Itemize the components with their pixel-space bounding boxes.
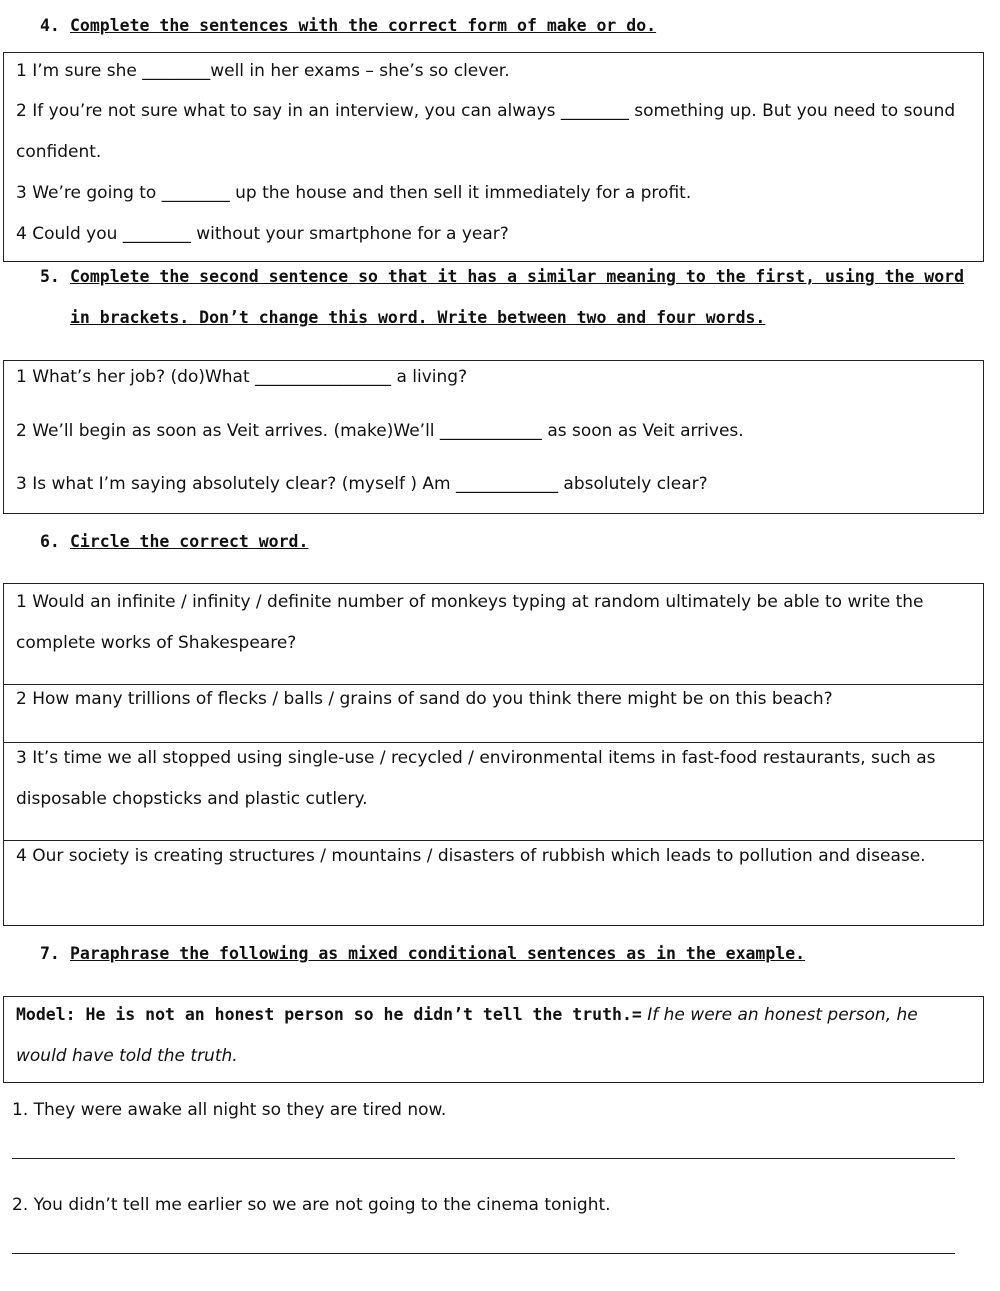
answer-line-2[interactable] (12, 1253, 955, 1254)
section-6-row-divider (4, 684, 983, 685)
section-5-title: Complete the second sentence so that it has a similar meaning to the first, using the word in brackets. Don’t change this word. Write between two and four words. (70, 267, 965, 327)
model-sentence (16, 994, 969, 1077)
section-7-item-2: 2. You didn’t tell me earlier so we are not going to the cinema tonight. (12, 1195, 611, 1215)
section-6-item-3: 3 It’s time we all stopped using single-use / recycled / environmental items in fast-food restaurants, such as disposable chopsticks and plastic cutlery. (16, 748, 936, 809)
section-6-item-1: 1 Would an infinite / infinity / definite number of monkeys typing at random ultimately be able to write the complete works of Shakespeare? (16, 592, 924, 653)
section-4-item-3: 3 We’re going to ________ up the house and then sell it immediately for a profit. (16, 183, 692, 203)
section-4-box (3, 52, 984, 262)
section-5-item-1: 1 What’s her job? (do)What ________________ a living? (16, 367, 468, 387)
answer-line-1[interactable] (12, 1158, 955, 1159)
section-7-heading (40, 944, 805, 963)
section-6-number: 6. (40, 532, 60, 551)
section-7-number: 7. (40, 944, 60, 963)
model-answer: If he were an honest person, he would have told the truth. (16, 1005, 918, 1066)
section-7-title: Paraphrase the following as mixed conditional sentences as in the example. (70, 944, 806, 963)
section-4-item-4: 4 Could you ________ without your smartphone for a year? (16, 224, 509, 244)
section-6-item-2: 2 How many trillions of flecks / balls / grains of sand do you think there might be on this beach? (16, 689, 833, 709)
section-6-table (3, 583, 984, 926)
section-5-box (3, 360, 984, 514)
section-4-item-1: 1 I’m sure she ________well in her exams – she’s so clever. (16, 61, 510, 81)
model-label: Model: He is not an honest person so he didn’t tell the truth.= (16, 1005, 642, 1024)
section-6-heading (40, 532, 308, 551)
section-4-item-2: 2 If you’re not sure what to say in an interview, you can always ________ something up. But you need to sound confident. (16, 101, 956, 162)
section-5-heading (40, 256, 975, 338)
section-5-number: 5. (40, 267, 60, 286)
section-7-item-1: 1. They were awake all night so they are tired now. (12, 1100, 447, 1120)
model-box (3, 996, 984, 1083)
section-5-item-3: 3 Is what I’m saying absolutely clear? (myself ) Am ____________ absolutely clear? (16, 474, 708, 494)
section-4-number: 4. (40, 16, 60, 35)
section-5-item-2: 2 We’ll begin as soon as Veit arrives. (make)We’ll ____________ as soon as Veit arrives. (16, 421, 744, 441)
section-6-item-4: 4 Our society is creating structures / mountains / disasters of rubbish which leads to pollution and disease. (16, 846, 926, 866)
section-4-heading (40, 16, 656, 35)
section-6-title: Circle the correct word. (70, 532, 309, 551)
section-4-title: Complete the sentences with the correct form of make or do. (70, 16, 657, 35)
